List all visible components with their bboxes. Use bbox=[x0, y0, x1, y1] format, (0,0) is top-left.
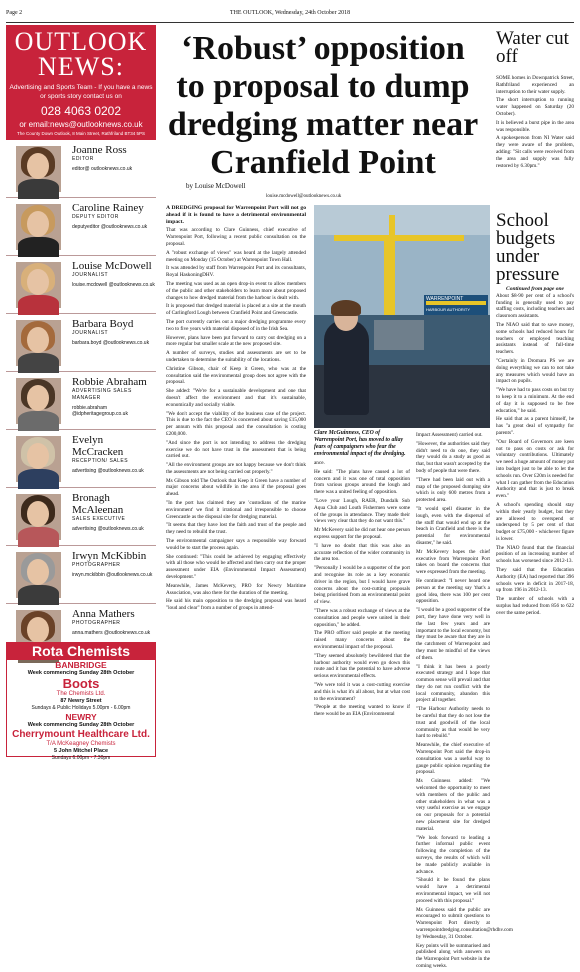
ad-title: Rota Chemists bbox=[7, 643, 155, 660]
paragraph: "Our Board of Governors are keen not to pass on costs or ask for voluntary contributions. Ultimately we need a huge amount of money put into budget just to be able to let the schools run. Over £20m is needed for what I can gather from the Education Authority and that is just to break even." bbox=[496, 438, 574, 500]
paragraph: The NIAO said that to save money, some schools had reduced hours for teachers or employed teaching assistants instead of full-time teachers. bbox=[496, 321, 574, 356]
ad-shop-1-sub: The Chemists Ltd. bbox=[56, 691, 106, 697]
staff-email[interactable]: editor@ outlooknews.co.uk bbox=[72, 166, 133, 172]
byline: by Louise McDowell bbox=[186, 182, 246, 190]
staff-email[interactable]: barbara.boyd @outlooknews.co.uk bbox=[72, 340, 150, 346]
ad-week-1: Week commencing Sunday 28th October bbox=[27, 670, 135, 676]
staff-email[interactable]: anna.mathers @outlooknews.co.uk bbox=[72, 630, 151, 636]
staff-entry bbox=[6, 256, 156, 314]
paragraph: "Certainly in Dromara PS we are doing everything we can to not take any measures which would have an impact on pupils. bbox=[496, 357, 574, 385]
paragraph: "We look forward to leading a further informal public event following the completion of the surveys, the results of which will be made publicly available in advance. bbox=[416, 834, 490, 875]
staff-entry bbox=[6, 314, 156, 372]
staff-role: PHOTOGRAPHER bbox=[72, 620, 121, 626]
paragraph: Key points will be summarised and published along with answers on the Warrenpoint Port website in the coming weeks. bbox=[416, 942, 490, 969]
paragraph: SOME homes in Downpatrick Street, Rathfriland experienced an interruption to their water supply. bbox=[496, 75, 574, 95]
paragraph: "I think it has been a poorly executed strategy and I hope that common sense will prevail and that they do not run conflict with the local community, abandon this project all together. bbox=[416, 663, 490, 704]
staff-entry bbox=[6, 546, 156, 604]
staff-name: Irwyn McKibbin bbox=[72, 550, 147, 562]
contacts-sidebar bbox=[6, 25, 156, 761]
paragraph: "We were told it was a cost-cutting exercise and this is what it's all about, but at what cost to the environment? bbox=[314, 681, 410, 702]
paragraph: "And since the port is not intending to address the dredging exercise we do not have trust in the assessment that is being carried out. bbox=[166, 439, 306, 460]
paragraph: Ms Guinness said the public are encouraged to submit questions to Warrenpoint Port directly at warrenpointdredging.consultation@rhdhv.com by Wednesday, 31 October. bbox=[416, 906, 513, 940]
paragraph: "The Harbour Authority needs to be careful that they do not lose the trust and goodwill of the local community as that would be very hard to rebuild." bbox=[416, 706, 490, 740]
staff-entry bbox=[6, 372, 156, 430]
staff-photo bbox=[16, 436, 61, 482]
right-column bbox=[496, 30, 576, 66]
paragraph: About $8-90 per cent of a school's funding is generally used to pay staffing costs, including teachers and classroom assistants. bbox=[496, 292, 574, 320]
paragraph: Meanwhile, the chief executive of Warrenpoint Port said the drop-in consultation was a useful way to gauge public opinion regarding the proposal. bbox=[416, 742, 490, 776]
ad-location-2: NEWRY bbox=[65, 712, 97, 722]
paragraph: The NIAO found that the financial position of an increasing number of schools has worsened since 2012-13. bbox=[496, 544, 574, 565]
water-headline: Water cut off bbox=[496, 28, 569, 67]
paragraph: "Personally I would be a supporter of the port and recognise its role as a key economic driver in the region, but I would have grave concerns about the cost-cutting proposals being prioritised from an environmental point of view. bbox=[314, 565, 410, 606]
paragraph: A spokesperson from NI Water said they were aware of the problem, adding: "Sit calls were received from the area and supply was fully restored by 6.30pm." bbox=[496, 135, 574, 169]
staff-role: ADVERTISING SALES MANAGER bbox=[72, 388, 132, 401]
brand-title: OUTLOOK bbox=[14, 27, 148, 56]
paragraph: He said: "The plans have caused a lot of concern and it was one of total opposition from various groups around the lough and there was a united feeling of opposition. bbox=[314, 468, 410, 496]
paragraph: "It would spell disaster in the lough, even with the dispersal of the stuff that would end up at the beach in Cranfield and there is the potential for environmental disaster," he said. bbox=[416, 505, 490, 546]
paragraph: Mr McKevery hopes the chief executive from Warrenpoint Port takes on board the concerns that were expressed from the meeting. bbox=[416, 548, 490, 576]
staff-photo bbox=[16, 378, 61, 424]
paragraph: "It seems that they have lost the faith and trust of the people and they need to rebuild the trust. bbox=[166, 522, 306, 536]
brand-address: The County Down Outlook, 8 Main Street, Rathfriland BT34 5PS bbox=[16, 131, 146, 136]
ad-address-1: 87 Newry Street bbox=[60, 698, 102, 704]
staff-entry bbox=[6, 198, 156, 256]
staff-photo bbox=[16, 494, 61, 540]
ad-address-2: 5 John Mitchel Place bbox=[53, 748, 109, 754]
paragraph: It was attended by staff from Warrenpoint Port and its consultants, Royal HaskoningDHV. bbox=[166, 265, 306, 279]
paragraph: "In the port has claimed they are 'custodians of the marine environment' we find it irrational and irresponsible to choose Greencastle as the disposal site for dredging material. bbox=[166, 500, 306, 520]
headline: ‘Robust’ opposition to proposal to dump dredging matter near Cranfield Point bbox=[167, 30, 479, 181]
ad-shop-2-sub: T/A McKeagney Chemists bbox=[46, 741, 116, 747]
staff-role: PHOTOGRAPHER bbox=[72, 562, 121, 568]
page-number: Page 2 bbox=[6, 10, 23, 16]
staff-role: DEPUTY EDITOR bbox=[72, 214, 119, 220]
paragraph: "However, the authorities said they didn't need to do one, they said they would do a study as good as that, but that wasn't accepted by the body of people that were there. bbox=[416, 440, 490, 474]
paragraph: "I would be a good supporter of the port, they have done very well in the last few years and are important to the local economy, but they must be aware that they are in the catchment of Warrenpoint and they must be mindful of the views of them. bbox=[416, 607, 490, 661]
ad-location-1: BANBRIDGE bbox=[55, 660, 107, 670]
staff-role: JOURNALIST bbox=[72, 330, 109, 336]
brand-phone[interactable]: 028 4063 0202 bbox=[40, 104, 122, 118]
staff-entry bbox=[6, 430, 156, 488]
staff-name: Bronagh McAleenan bbox=[72, 492, 124, 516]
staff-photo bbox=[16, 204, 61, 250]
staff-email[interactable]: advertising @outlooknews.co.uk bbox=[72, 526, 144, 532]
staff-email[interactable]: advertising @outlooknews.co.uk bbox=[72, 468, 144, 474]
staff-name: Barbara Boyd bbox=[72, 318, 134, 330]
photo-sign: WARRENPOINT bbox=[426, 296, 464, 302]
paragraph: Ms Gibson told The Outlook that Keep it Green have a number of major concerns about wildlife in the area if the proposal goes ahead. bbox=[166, 477, 306, 498]
staff-photo bbox=[16, 262, 61, 308]
paragraph: ance. bbox=[314, 460, 325, 466]
top-rule bbox=[6, 22, 574, 23]
paragraph: A number of surveys, studies and assessments are set to be undertaken to determine the suitability of the locations. bbox=[166, 350, 306, 363]
staff-role: JOURNALIST bbox=[72, 272, 109, 278]
paragraph: He said that as a parent himself, he has "a great deal of sympathy for parents". bbox=[496, 416, 574, 436]
paragraph: He said his main opposition to the dredging proposal was heard "loud and clear" from a number of groups in attend- bbox=[166, 598, 306, 612]
paragraph: "There was a robust exchange of views at the consultation and people were united in their opposition," he added. bbox=[314, 607, 410, 628]
staff-role: EDITOR bbox=[72, 156, 94, 162]
paragraph: The environmental campaigner says a responsible way forward would be to start the process again. bbox=[166, 538, 306, 551]
paragraph: The PRO officer said people at the meeting raised many concerns about the environmental impact of the proposal. bbox=[314, 630, 410, 650]
staff-email[interactable]: robbie.abraham @idpheritagegroup.co.uk bbox=[72, 405, 128, 417]
ad-hours-1: Sundays & Public Holidays 5.00pm - 6.00pm bbox=[31, 705, 131, 711]
paragraph: "I have no doubt that this was also an accurate reflection of the wider community in the area too. bbox=[314, 542, 410, 563]
staff-role: SALES EXECUTIVE bbox=[72, 516, 126, 522]
paragraph: The number of schools with a surplus had reduced from 856 to 622 over the same period. bbox=[496, 596, 574, 616]
photo-sign-2: HARBOUR AUTHORITY bbox=[426, 307, 471, 312]
paragraph: A "robust exchange of views" was heard at the largely attended meeting on Monday (15 October) at Warrenpoint Town Hall. bbox=[166, 249, 306, 263]
article-column-3 bbox=[416, 432, 513, 972]
water-article bbox=[496, 75, 574, 171]
paragraph: "We have had to pass costs on but try to keep it to a minimum. At the end of day it is supposed to be free education," he said. bbox=[496, 387, 574, 414]
paragraph: Meanwhile, James McKevery, PRO for Newry Maritime Association, was also there for the duration of the meeting. bbox=[166, 582, 306, 596]
paragraph: She added: "We're for a sustainable development and one that doesn't affect the environment and that it's sustainable, economically and socially viable. bbox=[166, 388, 306, 408]
paragraph: "All the environment groups are not happy because we don't think the assessments are not being carried out properly." bbox=[166, 462, 306, 475]
article-column-2 bbox=[314, 460, 410, 720]
paragraph: "Love your Lough, RAER, Dundalk Sub Aqua Club and Louth Fishermen were some of the groups in attendance. They made their views very clear that they do not want this." bbox=[314, 497, 410, 525]
staff-name: Evelyn McCracken bbox=[72, 434, 124, 458]
paragraph: That was according to Clare Guinness, chief executive of Warrenpoint Port, following a recent public consultation on the proposal. bbox=[166, 227, 306, 247]
staff-list bbox=[6, 140, 156, 661]
photo-caption: Clare McGuinness, CEO of Warrenpoint Port, has moved to allay fears of campaigners who fear the environmental impact of the dredging. bbox=[314, 430, 406, 457]
continued-label: Continued from page one bbox=[506, 286, 564, 292]
paragraph: Mr McKevery said he did not hear one person express support for the proposal. bbox=[314, 527, 410, 540]
staff-name: Joanne Ross bbox=[72, 144, 127, 156]
rota-chemists-ad bbox=[6, 642, 156, 761]
staff-name: Robbie Abraham bbox=[72, 376, 147, 388]
ad-shop-2: Cherrymount Healthcare Ltd. bbox=[12, 729, 150, 740]
paragraph: The meeting was used as an open drop-in event to allow members of the public and other stakeholders to learn more about proposed changes to how dredged material from the harbour is dealt with. bbox=[166, 280, 306, 301]
paragraph: "We don't accept the viability of the business case of the project. This is due to the fact the CEO is concerned about saving £15,000 per annum with this proposal and the consultation is costing £200,000. bbox=[166, 410, 306, 437]
article-photo bbox=[314, 205, 490, 428]
paragraph: However, plans have been put forward to carry out dredging on a more regular but smaller scale at the new proposed site. bbox=[166, 334, 306, 348]
paper-dateline: THE OUTLOOK, Wednesday, 24th October 2018 bbox=[229, 10, 351, 16]
school-article bbox=[496, 286, 574, 619]
ad-hours-2: Sundays 6.00pm - 7.30pm bbox=[51, 755, 111, 761]
outlook-news-banner bbox=[6, 25, 156, 140]
paragraph: Ms Guinness added: "We welcomed the opportunity to meet with members of the public and other stakeholders in what was a very useful exercise as we engage on our proposals for a potential new placement site for dredged material. bbox=[416, 778, 490, 832]
staff-entry bbox=[6, 140, 156, 198]
article-column-1 bbox=[166, 205, 306, 614]
brand-subtitle: Advertising and Sports Team - If you have a news or sports story contact us on bbox=[9, 84, 153, 100]
staff-name: Louise McDowell bbox=[72, 260, 152, 272]
brand-title-2: NEWS: bbox=[38, 52, 124, 81]
byline-email[interactable]: louise.mcdowell@outlooknews.co.uk bbox=[266, 194, 342, 199]
paragraph: "There had been laid out with a map of the proposed dumping site which is only 600 metres from a protected area. bbox=[416, 476, 490, 504]
brand-email[interactable]: or email:news@outlooknews.co.uk bbox=[19, 120, 143, 129]
paragraph: It is proposed that dredged material is placed at a site at the mouth of Carlingford Lough between Cranfield Point and Greencastle. bbox=[166, 303, 306, 317]
staff-email[interactable]: deputyeditor @outlooknews.co.uk bbox=[72, 224, 148, 230]
paragraph: "They seemed absolutely bewildered that the harbour authority would even go down this route and it has the potential to have adverse serious environmental effects. bbox=[314, 652, 410, 680]
paragraph: A DREDGING proposal for Warrenpoint Port will not go ahead if it is found to have a detrimental environmental impact. bbox=[166, 205, 306, 225]
paragraph: "People at the meeting wanted to know if there would be an EIA (Environmental bbox=[314, 704, 410, 718]
staff-role: RECEPTION/ SALES bbox=[72, 458, 129, 464]
school-headline: School budgets under pressure bbox=[496, 210, 560, 285]
paragraph: Impact Assessment) carried out. bbox=[416, 432, 483, 438]
staff-email[interactable]: irwyn.mckibbin @outlooknews.co.uk bbox=[72, 572, 153, 578]
paragraph: It is believed a burst pipe in the area was responsible. bbox=[496, 119, 574, 133]
staff-name: Anna Mathers bbox=[72, 608, 135, 620]
paragraph: A school's spending should stay within their yearly budget, but they are allowed to overspend or underspend by 5 per cent of that budget or £75,000 - whichever figure is lower. bbox=[496, 501, 574, 542]
paragraph: The port currently carries out a major dredging programme every two to five years with material disposed of in the Irish Sea. bbox=[166, 318, 306, 332]
ad-shop-1: Boots bbox=[62, 676, 100, 691]
paragraph: He continued: "I never heard one person at the meeting say 'that's a good idea, there was 100 per cent opposition. bbox=[416, 577, 490, 605]
staff-email[interactable]: louise.mcdowell @outlooknews.co.uk bbox=[72, 282, 155, 288]
staff-name: Caroline Rainey bbox=[72, 202, 144, 214]
staff-entry bbox=[6, 488, 156, 546]
staff-photo bbox=[16, 146, 61, 192]
paragraph: Christine Gibson, chair of Keep it Green, who was at the consultation said the environmental group does not agree with the proposal. bbox=[166, 365, 306, 386]
paragraph: They said that the Education Authority (EA) had reported that 396 schools were in deficit in 2017-18, up from 196 in 2012-13. bbox=[496, 567, 574, 594]
paragraph: She continued: "This could be achieved by engaging effectively with all those who would be affected and then carry out the proper assessment under EIA (Environmental Impact Assessment) development." bbox=[166, 553, 306, 581]
paragraph: "Should it be found the plans would have a detrimental environmental impact, we will not proceed with this proposal." bbox=[416, 877, 490, 904]
staff-photo bbox=[16, 552, 61, 598]
staff-photo bbox=[16, 320, 61, 366]
ad-week-2: Week commencing Sunday 28th October bbox=[27, 722, 135, 728]
paragraph: The short interruption to running water happened on Saturday (20 October). bbox=[496, 97, 574, 117]
